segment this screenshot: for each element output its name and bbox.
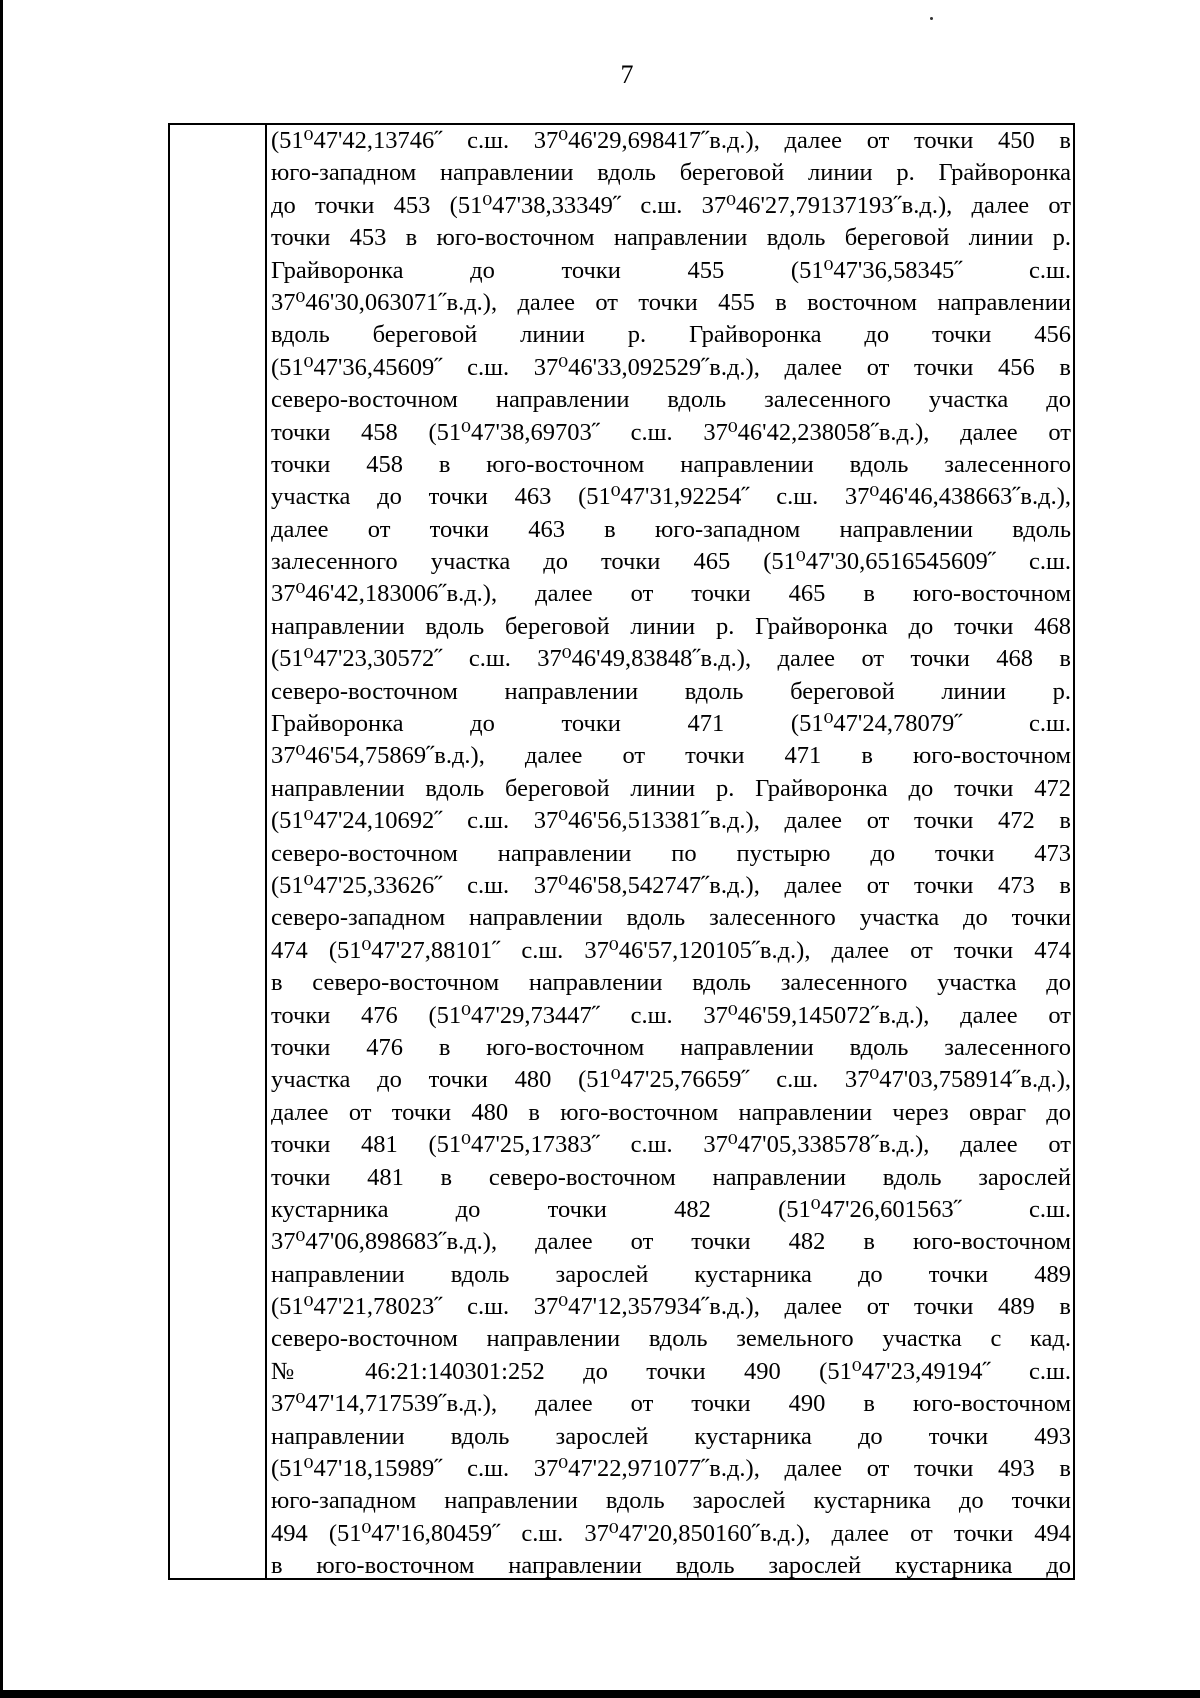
text-line: направлении вдоль зарослей кустарника до точки 489 xyxy=(271,1260,1071,1288)
text-line: Грайворонка до точки 471 (51⁰47'24,78079˝ с.ш. xyxy=(271,710,1071,738)
text-line: залесенного участка до точки 465 (51⁰47'30,6516545609˝ с.ш. xyxy=(271,548,1071,576)
text-line: юго-западном направлении вдоль зарослей кустарника до точки xyxy=(271,1487,1071,1515)
text-line: (51⁰47'25,33626˝ с.ш. 37⁰46'58,542747˝в.д.), далее от точки 473 в xyxy=(271,871,1071,899)
text-line: 494 (51⁰47'16,80459˝ с.ш. 37⁰47'20,850160˝в.д.), далее от точки 494 xyxy=(271,1519,1071,1547)
text-line: юго-западном направлении вдоль береговой линии р. Грайворонка xyxy=(271,159,1071,187)
text-line: далее от точки 463 в юго-западном направлении вдоль xyxy=(271,515,1071,543)
text-line: точки 476 (51⁰47'29,73447˝ с.ш. 37⁰46'59,145072˝в.д.), далее от xyxy=(271,1001,1071,1029)
text-line: направлении вдоль береговой линии р. Грайворонка до точки 472 xyxy=(271,774,1071,802)
text-line: в юго-восточном направлении вдоль зарослей кустарника до xyxy=(271,1552,1071,1580)
text-line: Грайворонка до точки 455 (51⁰47'36,58345˝ с.ш. xyxy=(271,256,1071,284)
text-line: вдоль береговой линии р. Грайворонка до точки 456 xyxy=(271,321,1071,349)
text-line: точки 453 в юго-восточном направлении вдоль береговой линии р. xyxy=(271,224,1071,252)
text-line: (51⁰47'21,78023˝ с.ш. 37⁰47'12,357934˝в.д.), далее от точки 489 в xyxy=(271,1293,1071,1321)
text-line: до точки 453 (51⁰47'38,33349˝ с.ш. 37⁰46'27,79137193˝в.д.), далее от xyxy=(271,191,1071,219)
text-line: участка до точки 463 (51⁰47'31,92254˝ с.ш. 37⁰46'46,438663˝в.д.), xyxy=(271,483,1071,511)
text-line: точки 458 (51⁰47'38,69703˝ с.ш. 37⁰46'42,238058˝в.д.), далее от xyxy=(271,418,1071,446)
scan-edge-bottom xyxy=(0,1690,1200,1698)
scan-speck xyxy=(930,17,933,20)
text-line: северо-восточном направлении вдоль береговой линии р. xyxy=(271,677,1071,705)
text-line: (51⁰47'23,30572˝ с.ш. 37⁰46'49,83848˝в.д.), далее от точки 468 в xyxy=(271,645,1071,673)
text-line: 474 (51⁰47'27,88101˝ с.ш. 37⁰46'57,120105˝в.д.), далее от точки 474 xyxy=(271,936,1071,964)
text-line: точки 481 в северо-восточном направлении вдоль зарослей xyxy=(271,1163,1071,1191)
table-text-column xyxy=(267,125,1073,1578)
text-line: (51⁰47'24,10692˝ с.ш. 37⁰46'56,513381˝в.д.), далее от точки 472 в xyxy=(271,807,1071,835)
text-line: 37⁰46'54,75869˝в.д.), далее от точки 471 в юго-восточном xyxy=(271,742,1071,770)
text-line: 37⁰47'14,717539˝в.д.), далее от точки 490 в юго-восточном xyxy=(271,1390,1071,1418)
text-line: далее от точки 480 в юго-восточном направлении через овраг до xyxy=(271,1098,1071,1126)
text-line: северо-восточном направлении по пустырю до точки 473 xyxy=(271,839,1071,867)
text-line: направлении вдоль береговой линии р. Грайворонка до точки 468 xyxy=(271,612,1071,640)
text-line: кустарника до точки 482 (51⁰47'26,601563˝ с.ш. xyxy=(271,1195,1071,1223)
text-line: северо-восточном направлении вдоль залесенного участка до xyxy=(271,386,1071,414)
text-line: (51⁰47'36,45609˝ с.ш. 37⁰46'33,092529˝в.д.), далее от точки 456 в xyxy=(271,353,1071,381)
text-line: в северо-восточном направлении вдоль залесенного участка до xyxy=(271,969,1071,997)
text-line: северо-западном направлении вдоль залесенного участка до точки xyxy=(271,904,1071,932)
page-number: 7 xyxy=(620,60,634,89)
text-line: 37⁰46'30,063071˝в.д.), далее от точки 455 в восточном направлении xyxy=(271,288,1071,316)
boundary-description-table xyxy=(168,123,1075,1580)
text-line: 37⁰46'42,183006˝в.д.), далее от точки 465 в юго-восточном xyxy=(271,580,1071,608)
text-line: направлении вдоль зарослей кустарника до точки 493 xyxy=(271,1422,1071,1450)
text-line: участка до точки 480 (51⁰47'25,76659˝ с.ш. 37⁰47'03,758914˝в.д.), xyxy=(271,1066,1071,1094)
text-line: северо-восточном направлении вдоль земельного участка с кад. xyxy=(271,1325,1071,1353)
table-left-column xyxy=(170,125,267,1578)
text-line: точки 458 в юго-восточном направлении вдоль залесенного xyxy=(271,450,1071,478)
text-line: точки 476 в юго-восточном направлении вдоль залесенного xyxy=(271,1033,1071,1061)
text-line: (51⁰47'42,13746˝ с.ш. 37⁰46'29,698417˝в.д.), далее от точки 450 в xyxy=(271,127,1071,154)
text-line: точки 481 (51⁰47'25,17383˝ с.ш. 37⁰47'05,338578˝в.д.), далее от xyxy=(271,1131,1071,1159)
text-line: (51⁰47'18,15989˝ с.ш. 37⁰47'22,971077˝в.д.), далее от точки 493 в xyxy=(271,1455,1071,1483)
scan-edge-left xyxy=(0,0,3,1698)
text-line: № 46:21:140301:252 до точки 490 (51⁰47'23,49194˝ с.ш. xyxy=(271,1357,1071,1385)
text-line: 37⁰47'06,898683˝в.д.), далее от точки 482 в юго-восточном xyxy=(271,1228,1071,1256)
